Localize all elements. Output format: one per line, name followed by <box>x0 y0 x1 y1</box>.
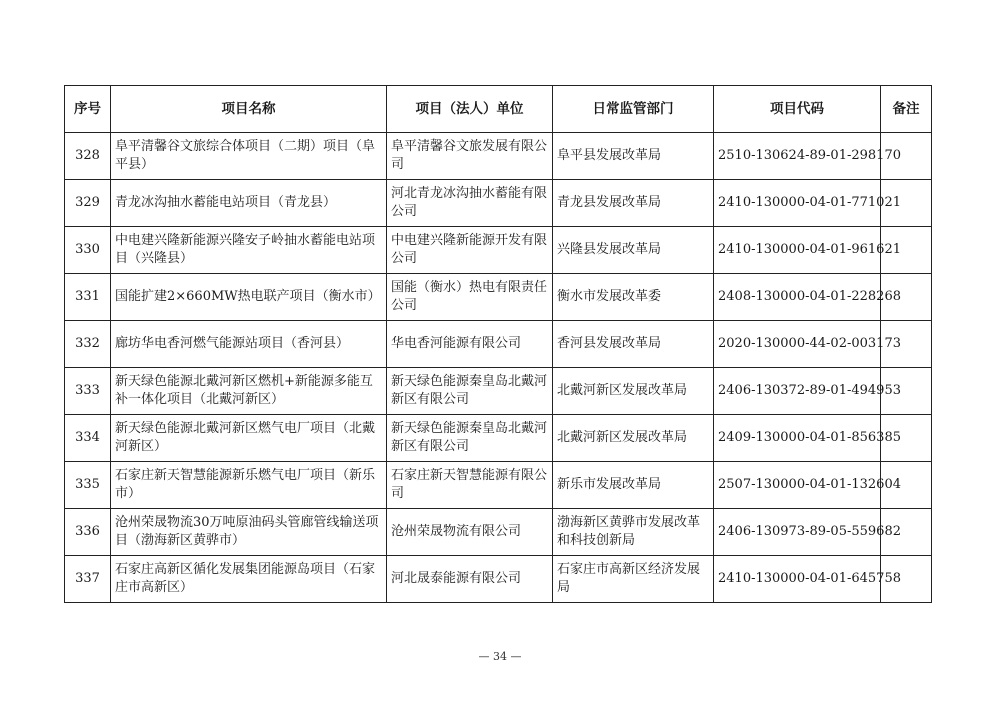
table-row <box>65 321 932 368</box>
cell-seq: 328 <box>65 133 111 180</box>
cell-project-name: 阜平清馨谷文旅综合体项目（二期）项目（阜平县） <box>111 133 387 180</box>
cell-unit: 国能（衡水）热电有限责任公司 <box>387 274 553 321</box>
cell-seq: 329 <box>65 180 111 227</box>
header-dept: 日常监管部门 <box>553 86 714 133</box>
cell-dept: 兴隆县发展改革局 <box>553 227 714 274</box>
cell-project-name: 廊坊华电香河燃气能源站项目（香河县） <box>111 321 387 368</box>
cell-seq: 333 <box>65 368 111 415</box>
header-project-name: 项目名称 <box>111 86 387 133</box>
cell-code: 2409-130000-04-01-856385 <box>714 415 881 462</box>
cell-unit: 新天绿色能源秦皇岛北戴河新区有限公司 <box>387 368 553 415</box>
table-row <box>65 274 932 321</box>
cell-seq: 335 <box>65 462 111 509</box>
cell-unit: 河北青龙冰沟抽水蓄能有限公司 <box>387 180 553 227</box>
cell-code: 2410-130000-04-01-645758 <box>714 556 881 603</box>
table-row <box>65 509 932 556</box>
project-table <box>64 85 932 603</box>
cell-code: 2020-130000-44-02-003173 <box>714 321 881 368</box>
cell-code: 2510-130624-89-01-298170 <box>714 133 881 180</box>
cell-unit: 阜平清馨谷文旅发展有限公司 <box>387 133 553 180</box>
cell-seq: 331 <box>65 274 111 321</box>
table-row <box>65 556 932 603</box>
cell-unit: 石家庄新天智慧能源有限公司 <box>387 462 553 509</box>
cell-dept: 阜平县发展改革局 <box>553 133 714 180</box>
cell-code: 2406-130372-89-01-494953 <box>714 368 881 415</box>
cell-project-name: 青龙冰沟抽水蓄能电站项目（青龙县） <box>111 180 387 227</box>
cell-project-name: 石家庄新天智慧能源新乐燃气电厂项目（新乐市） <box>111 462 387 509</box>
cell-dept: 衡水市发展改革委 <box>553 274 714 321</box>
cell-unit: 河北晟泰能源有限公司 <box>387 556 553 603</box>
cell-unit: 沧州荣晟物流有限公司 <box>387 509 553 556</box>
cell-seq: 330 <box>65 227 111 274</box>
cell-project-name: 国能扩建2×660MW热电联产项目（衡水市） <box>111 274 387 321</box>
cell-dept: 新乐市发展改革局 <box>553 462 714 509</box>
cell-project-name: 新天绿色能源北戴河新区燃气电厂项目（北戴河新区） <box>111 415 387 462</box>
cell-seq: 334 <box>65 415 111 462</box>
cell-code: 2408-130000-04-01-228268 <box>714 274 881 321</box>
cell-dept: 北戴河新区发展改革局 <box>553 415 714 462</box>
cell-dept: 渤海新区黄骅市发展改革和科技创新局 <box>553 509 714 556</box>
cell-project-name: 沧州荣晟物流30万吨原油码头管廊管线输送项目（渤海新区黄骅市） <box>111 509 387 556</box>
page-number: — 34 — <box>478 650 522 663</box>
cell-unit: 中电建兴隆新能源开发有限公司 <box>387 227 553 274</box>
cell-code: 2410-130000-04-01-771021 <box>714 180 881 227</box>
table-row <box>65 415 932 462</box>
table-row <box>65 368 932 415</box>
table-row <box>65 180 932 227</box>
cell-dept: 石家庄市高新区经济发展局 <box>553 556 714 603</box>
table-row <box>65 462 932 509</box>
cell-code: 2507-130000-04-01-132604 <box>714 462 881 509</box>
table-header-row <box>65 86 932 133</box>
header-code: 项目代码 <box>714 86 881 133</box>
cell-dept: 青龙县发展改革局 <box>553 180 714 227</box>
header-unit: 项目（法人）单位 <box>387 86 553 133</box>
cell-code: 2410-130000-04-01-961621 <box>714 227 881 274</box>
cell-unit: 新天绿色能源秦皇岛北戴河新区有限公司 <box>387 415 553 462</box>
header-note: 备注 <box>881 86 932 133</box>
cell-unit: 华电香河能源有限公司 <box>387 321 553 368</box>
cell-dept: 香河县发展改革局 <box>553 321 714 368</box>
cell-seq: 337 <box>65 556 111 603</box>
cell-seq: 336 <box>65 509 111 556</box>
cell-project-name: 石家庄高新区循化发展集团能源岛项目（石家庄市高新区） <box>111 556 387 603</box>
table-row <box>65 133 932 180</box>
table-row <box>65 227 932 274</box>
cell-dept: 北戴河新区发展改革局 <box>553 368 714 415</box>
header-seq: 序号 <box>65 86 111 133</box>
cell-code: 2406-130973-89-05-559682 <box>714 509 881 556</box>
cell-seq: 332 <box>65 321 111 368</box>
cell-project-name: 新天绿色能源北戴河新区燃机+新能源多能互补一体化项目（北戴河新区） <box>111 368 387 415</box>
cell-project-name: 中电建兴隆新能源兴隆安子岭抽水蓄能电站项目（兴隆县） <box>111 227 387 274</box>
